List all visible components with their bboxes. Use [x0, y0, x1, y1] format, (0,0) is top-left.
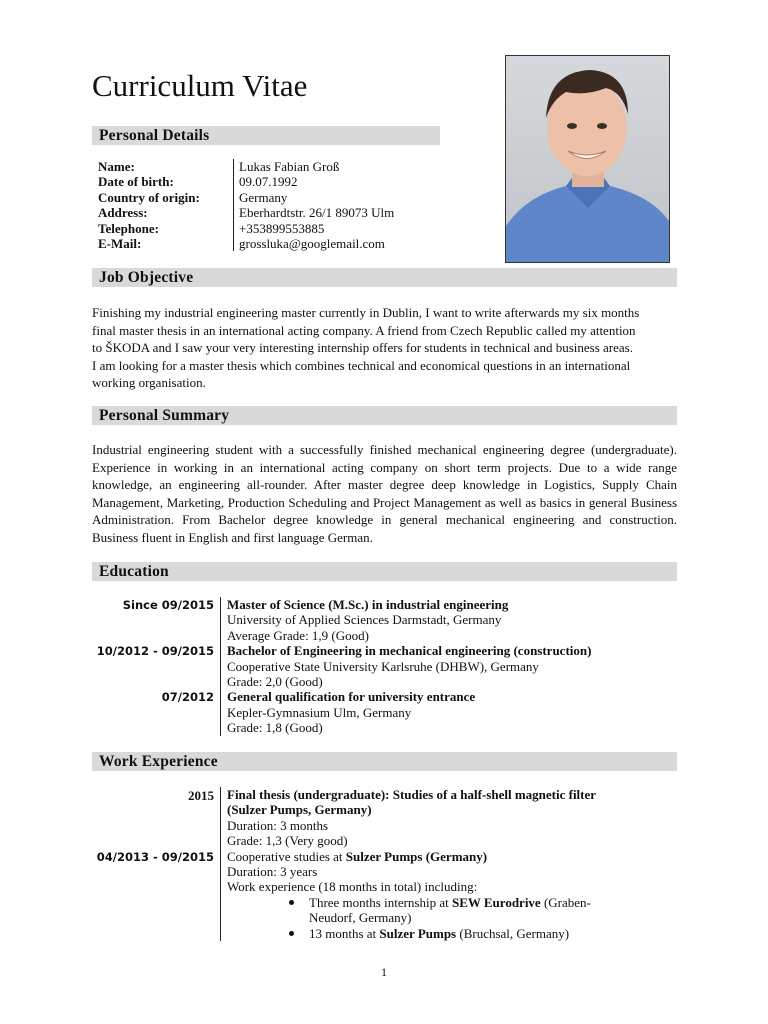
table-row: [98, 159, 394, 174]
institution: University of Applied Sciences Darmstadt, Germany: [227, 612, 502, 628]
text-line: working organisation.: [92, 375, 206, 391]
personal-summary-text: Industrial engineering student with a successfully finished mechanical engineering degree (undergraduate). Experience in working in an international acting company on short term projects. Due to a wide range knowledge, an engineering all-rounder. After master degree deep knowledge in Logistics, Supply Chain Management, Marketing, Production Scheduling and Project Management as well as basics in general Business Administration. From Bachelor degree knowledge in general mechanical engineering and construction. Business fluent in English and first language German.: [92, 442, 677, 545]
education-entry: [92, 597, 677, 643]
bullet-icon: [289, 931, 294, 936]
duration: Duration: 3 months: [227, 817, 329, 833]
work-timeline: [92, 787, 677, 941]
section-personal-summary: Personal Summary: [92, 406, 677, 425]
job-objective-text: [92, 304, 677, 392]
bullet-text: (Graben-: [540, 894, 591, 910]
work-entry: [92, 849, 677, 941]
field-label: Country of origin:: [98, 189, 200, 205]
bullet-text: (Bruchsal, Germany): [456, 925, 570, 941]
table-row: [98, 205, 394, 220]
section-job-objective: Job Objective: [92, 268, 677, 287]
degree-title: Bachelor of Engineering in mechanical engineering (construction): [227, 643, 592, 659]
grade: Grade: 1,3 (Very good): [227, 833, 348, 849]
text-line: Finishing my industrial engineering master currently in Dublin, I want to write afterwards my six months: [92, 305, 640, 320]
field-value: Lukas Fabian Groß: [234, 159, 395, 174]
education-entry: [92, 689, 677, 735]
work-entry: [92, 787, 677, 849]
entry-date: 2015: [188, 788, 214, 803]
work-title-cont: (Sulzer Pumps, Germany): [227, 802, 372, 818]
field-value: Germany: [234, 190, 395, 205]
field-label: Date of birth:: [98, 174, 174, 190]
entry-date: Since 09/2015: [122, 598, 214, 612]
grade: Grade: 1,8 (Good): [227, 720, 323, 736]
entry-date: 07/2012: [161, 690, 214, 705]
experience-summary: Work experience (18 months in total) including:: [227, 879, 478, 895]
education-timeline: [92, 597, 677, 736]
field-label: E-Mail:: [98, 236, 142, 252]
bullet-text: Three months internship at: [309, 894, 452, 910]
work-title: Final thesis (undergraduate): Studies of a half-shell magnetic filter: [227, 787, 597, 802]
institution: Kepler-Gymnasium Ulm, Germany: [227, 704, 412, 720]
profile-photo: [505, 55, 670, 263]
grade: Average Grade: 1,9 (Good): [227, 627, 369, 643]
page-number: 1: [381, 965, 387, 979]
education-entry: [92, 643, 677, 689]
company-name: Sulzer Pumps (Germany): [345, 848, 488, 864]
field-value: +353899553885: [234, 221, 395, 236]
company-name: Sulzer Pumps: [379, 925, 457, 941]
text-line: I am looking for a master thesis which combines technical and economical questions in an international: [92, 357, 631, 373]
list-item: [227, 895, 677, 926]
text-line: final master thesis in an international acting company. A friend from Czech Republic called my attention: [92, 322, 636, 338]
experience-list: [227, 895, 677, 941]
field-label: Name:: [98, 159, 135, 174]
table-row: [98, 190, 394, 205]
institution: Cooperative State University Karlsruhe (DHBW), Germany: [227, 658, 539, 674]
section-work-experience: Work Experience: [92, 752, 677, 771]
section-personal-details: Personal Details: [92, 126, 440, 145]
degree-title: Master of Science (M.Sc.) in industrial engineering: [227, 597, 509, 612]
company-name: SEW Eurodrive: [451, 894, 541, 910]
entry-date: 04/2013 - 09/2015: [96, 849, 214, 864]
bullet-text: 13 months at: [309, 925, 380, 941]
entry-date: 10/2012 - 09/2015: [96, 644, 214, 659]
field-label: Address:: [98, 205, 148, 221]
table-row: [98, 236, 394, 251]
grade: Grade: 2,0 (Good): [227, 673, 323, 689]
work-title: [227, 849, 677, 864]
text-line: to ŠKODA and I saw your very interesting internship offers for students in technical and business areas.: [92, 340, 633, 356]
work-title-prefix: Cooperative studies at: [227, 848, 346, 864]
field-value: Eberhardtstr. 26/1 89073 Ulm: [234, 205, 395, 220]
table-row: [98, 221, 394, 236]
field-label: Telephone:: [98, 220, 159, 236]
field-value: 09.07.1992: [234, 174, 395, 189]
list-item: [227, 926, 677, 941]
personal-details-table: [98, 159, 394, 251]
duration: Duration: 3 years: [227, 863, 318, 879]
email-value[interactable]: grossluka@googlemail.com: [234, 236, 395, 251]
bullet-text-cont: Neudorf, Germany): [309, 910, 412, 926]
section-education: Education: [92, 562, 677, 581]
page-title: Curriculum Vitae: [92, 68, 308, 103]
table-row: [98, 174, 394, 189]
degree-title: General qualification for university entrance: [227, 689, 476, 705]
bullet-icon: [289, 900, 294, 905]
